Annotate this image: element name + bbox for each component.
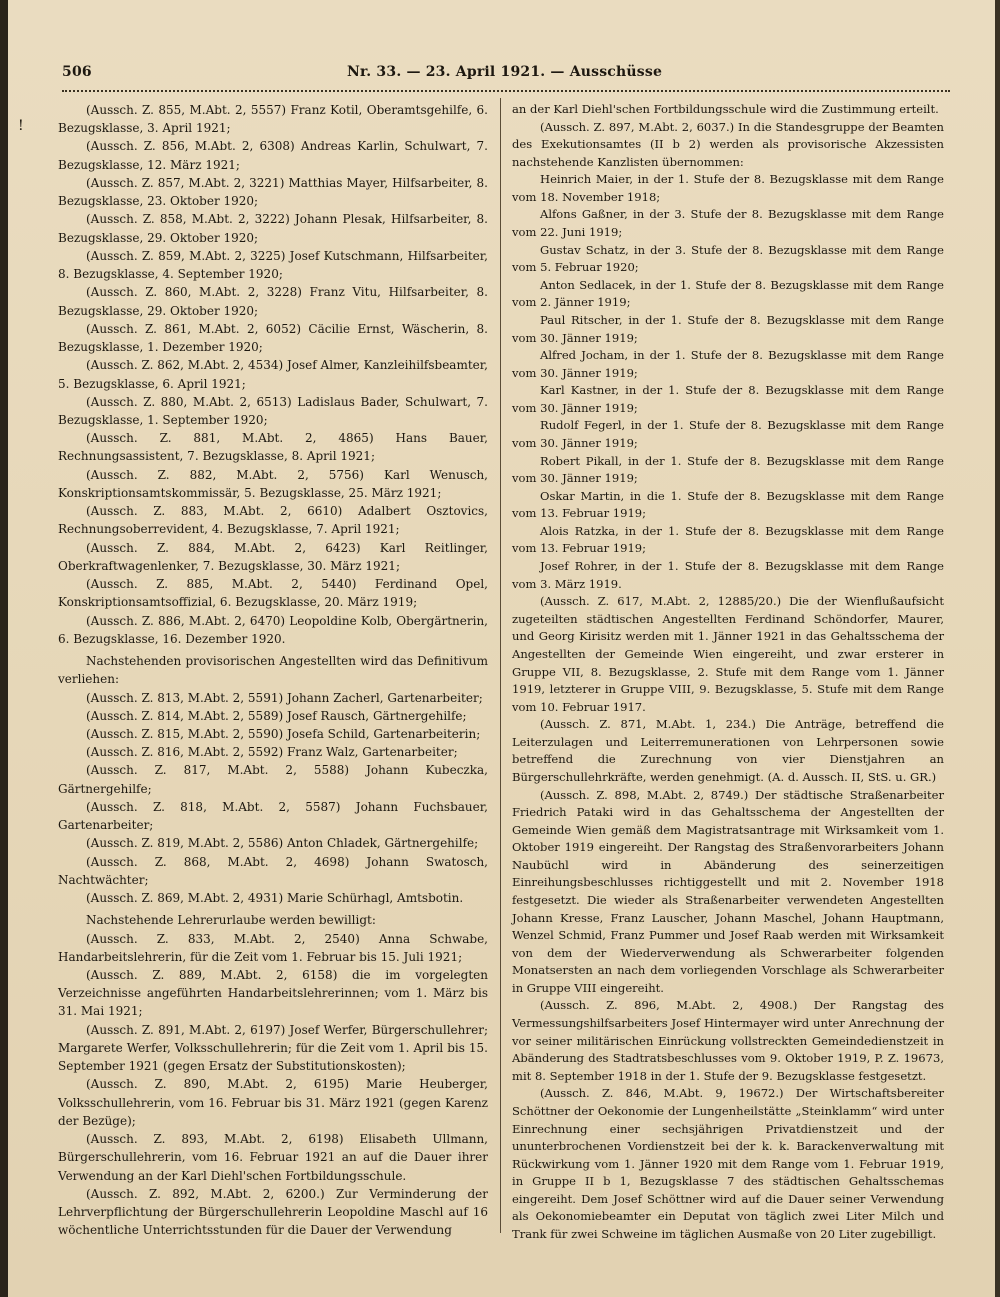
paragraph: (Aussch. Z. 617, M.Abt. 2, 12885/20.) Die der Wienflußaufsicht zugeteilten städtischen Angestellten Ferdinand Schöndorfer, Maurer, und Georg Kirisitz werden mit 1. Jänner 1921 in das Gehaltsschema der Angestellten der Gemeinde Wien eingereiht, und zwar ersterer in Gruppe VII, 8. Bezugsklasse, 2. Stufe mit dem Range vom 1. Jänner 1919, letzterer in Gruppe VIII, 9. Bezugsklasse, 5. Stufe mit dem Range vom 10. Februar 1917. [512,594,944,714]
paragraph: Robert Pikall, in der 1. Stufe der 8. Bezugsklasse mit dem Range vom 30. Jänner 1919; [512,453,944,486]
paragraph: (Aussch. Z. 891, M.Abt. 2, 6197) Josef Werfer, Bürgerschullehrer; Margarete Werfer, Volksschullehrerin; für die Zeit vom 1. April bis 15. September 1921 (gegen Ersatz der Substitutionskosten); [58,1022,488,1074]
paragraph: (Aussch. Z. 892, M.Abt. 2, 6200.) Zur Verminderung der Lehrverpflichtung der Bürgerschullehrerin Leopoldine Maschl auf 16 wöchentliche Unterrichtsstunden für die Dauer der Verwendung [58,1186,488,1238]
paragraph: Paul Ritscher, in der 1. Stufe der 8. Bezugsklasse mit dem Range vom 30. Jänner 1919; [512,312,944,345]
paragraph: (Aussch. Z. 868, M.Abt. 2, 4698) Johann Swatosch, Nachtwächter; [58,854,488,887]
paragraph: (Aussch. Z. 893, M.Abt. 2, 6198) Elisabeth Ullmann, Bürgerschullehrerin, vom 16. Februar 1921 an auf die Dauer ihrer Verwendung an der Karl Diehl'schen Fortbildungsschule. [58,1132,488,1183]
paragraph: (Aussch. Z. 857, M.Abt. 2, 3221) Matthias Mayer, Hilfsarbeiter, 8. Bezugsklasse, 23. Oktober 1920; [58,175,488,209]
margin-mark: ! [18,118,24,134]
page-edge-left [0,0,8,1297]
paragraph: (Aussch. Z. 813, M.Abt. 2, 5591) Johann Zacherl, Gartenarbeiter; [86,690,483,705]
paragraph: (Aussch. Z. 884, M.Abt. 2, 6423) Karl Reitlinger, Oberkraftwagenlenker, 7. Bezugsklasse, 30. März 1921; [58,540,488,573]
paragraph: (Aussch. Z. 817, M.Abt. 2, 5588) Johann Kubeczka, Gärtnergehilfe; [58,763,488,796]
paragraph: (Aussch. Z. 885, M.Abt. 2, 5440) Ferdinand Opel, Konskriptionsamtsoffizial, 6. Bezugsklasse, 20. März 1919; [58,577,488,610]
paragraph: (Aussch. Z. 890, M.Abt. 2, 6195) Marie Heuberger, Volksschullehrerin, vom 16. Februar bis 31. März 1921 (gegen Karenz der Bezüge); [58,1077,488,1128]
paragraph: an der Karl Diehl'schen Fortbildungsschule wird die Zustimmung erteilt. [512,102,939,116]
page-number: 506 [62,64,92,80]
running-title: Nr. 33. — 23. April 1921. — Ausschüsse [347,64,663,80]
column-divider [500,98,501,1233]
paragraph: (Aussch. Z. 896, M.Abt. 2, 4908.) Der Rangstag des Vermessungshilfsarbeiters Josef Hintermayer wird unter Anrechnung der vor seiner militärischen Einrückung vollstreckten Gemeindedienstzeit in Abänderung des Stadtratsbeschlusses vom 9. Oktober 1919, P. Z. 19673, mit 8. September 1918 in der 1. Stufe der 9. Bezugsklasse festgesetzt. [512,998,944,1083]
paragraph: Alois Ratzka, in der 1. Stufe der 8. Bezugsklasse mit dem Range vom 13. Februar 1919; [512,523,944,556]
paragraph: (Aussch. Z. 855, M.Abt. 2, 5557) Franz Kotil, Oberamtsgehilfe, 6. Bezugsklasse, 3. April 1921; [58,103,488,136]
header-rule [62,90,950,92]
paragraph: (Aussch. Z. 814, M.Abt. 2, 5589) Josef Rausch, Gärtnergehilfe; [86,708,467,723]
paragraph: Gustav Schatz, in der 3. Stufe der 8. Bezugsklasse mit dem Range vom 5. Februar 1920; [512,242,944,275]
paragraph: (Aussch. Z. 871, M.Abt. 1, 234.) Die Anträge, betreffend die Leiterzulagen und Leiterremunerationen von Lehrpersonen sowie betreffend die Zurechnung von vier Dienstjahren an Bürgerschullehrkräfte, werden genehmigt. (A. d. Aussch. II, StS. u. GR.) [512,717,944,784]
paragraph: Karl Kastner, in der 1. Stufe der 8. Bezugsklasse mit dem Range vom 30. Jänner 1919; [512,383,944,415]
paragraph: (Aussch. Z. 833, M.Abt. 2, 2540) Anna Schwabe, Handarbeitslehrerin, für die Zeit vom 1. Februar bis 15. Juli 1921; [58,931,488,964]
paragraph: (Aussch. Z. 862, M.Abt. 2, 4534) Josef Almer, Kanzleihilfsbeamter, 5. Bezugsklasse, 6. April 1921; [58,358,488,391]
paragraph: Anton Sedlacek, in der 1. Stufe der 8. Bezugsklasse mit dem Range vom 2. Jänner 1919; [512,277,944,310]
paragraph: (Aussch. Z. 816, M.Abt. 2, 5592) Franz Walz, Gartenarbeiter; [86,745,458,760]
left-column [58,101,488,1240]
paragraph: (Aussch. Z. 898, M.Abt. 2, 8749.) Der städtische Straßenarbeiter Friedrich Pataki wird in das Gehaltsschema der Angestellten der Gemeinde Wien gemäß dem Magistratsantrage mit Wirksamkeit vom 1. Oktober 1919 eingereiht. Der Rangstag des Straßenvorarbeiters Johann Naubüchl wird in Abänderung des seinerzeitigen Einreihungsbeschlusses richtiggestellt und mit 2. November 1918 festgesetzt. Die wieder als Straßenarbeiter verwendeten Angestellten Johann Kresse, Franz Lauscher, Johann Maschel, Johann Hauptmann, Wenzel Schmid, Franz Pummer und Josef Raab werden mit Wirksamkeit von dem der Wiederverwendung als Schwerarbeiter folgenden Monatsersten an nach dem vorliegenden Vorschlage als Schwerarbeiter in Gruppe VIII eingereiht. [512,787,944,995]
paragraph: (Aussch. Z. 897, M.Abt. 2, 6037.) In die Standesgruppe der Beamten des Exekutionsamtes (II b 2) werden als provisorische Akzessisten nachstehende Kanzlisten übernommen: [512,119,944,169]
paragraph: (Aussch. Z. 860, M.Abt. 2, 3228) Franz Vitu, Hilfsarbeiter, 8. Bezugsklasse, 29. Oktober 1920; [58,285,488,318]
paragraph: (Aussch. Z. 886, M.Abt. 2, 6470) Leopoldine Kolb, Obergärtnerin, 6. Bezugsklasse, 16. Dezember 1920. [58,613,488,646]
paragraph: (Aussch. Z. 856, M.Abt. 2, 6308) Andreas Karlin, Schulwart, 7. Bezugsklasse, 12. März 1921; [58,139,488,172]
paragraph: Alfred Jocham, in der 1. Stufe der 8. Bezugsklasse mit dem Range vom 30. Jänner 1919; [512,348,944,380]
paragraph: (Aussch. Z. 889, M.Abt. 2, 6158) die im vorgelegten Verzeichnisse angeführten Handarbeitslehrerinnen; vom 1. März bis 31. Mai 1921; [58,968,488,1019]
paragraph: Nachstehenden provisorischen Angestellten wird das Definitivum verliehen: [58,654,488,687]
paragraph: (Aussch. Z. 883, M.Abt. 2, 6610) Adalbert Osztovics, Rechnungsoberrevident, 4. Bezugsklasse, 7. April 1921; [58,504,488,537]
paragraph: Oskar Martin, in die 1. Stufe der 8. Bezugsklasse mit dem Range vom 13. Februar 1919; [512,488,944,521]
paragraph: (Aussch. Z. 858, M.Abt. 2, 3222) Johann Plesak, Hilfsarbeiter, 8. Bezugsklasse, 29. Oktober 1920; [58,212,488,245]
paragraph: (Aussch. Z. 881, M.Abt. 2, 4865) Hans Bauer, Rechnungsassistent, 7. Bezugsklasse, 8. April 1921; [58,431,488,464]
paragraph: (Aussch. Z. 815, M.Abt. 2, 5590) Josefa Schild, Gartenarbeiterin; [86,726,481,741]
paragraph: (Aussch. Z. 859, M.Abt. 2, 3225) Josef Kutschmann, Hilfsarbeiter, 8. Bezugsklasse, 4. September 1920; [58,248,488,282]
paragraph: (Aussch. Z. 819, M.Abt. 2, 5586) Anton Chladek, Gärtnergehilfe; [86,836,479,851]
paragraph: Rudolf Fegerl, in der 1. Stufe der 8. Bezugsklasse mit dem Range vom 30. Jänner 1919; [512,418,944,450]
paragraph: Josef Rohrer, in der 1. Stufe der 8. Bezugsklasse mit dem Range vom 3. März 1919. [512,559,944,591]
paragraph: (Aussch. Z. 861, M.Abt. 2, 6052) Cäcilie Ernst, Wäscherin, 8. Bezugsklasse, 1. Dezember 1920; [58,321,488,355]
right-column [512,101,944,1244]
paragraph: (Aussch. Z. 846, M.Abt. 9, 19672.) Der Wirtschaftsbereiter Schöttner der Oekonomie der Lungenheilstätte „Steinklamm“ wird unter Einrechnung einer sechsjährigen Privatdienstzeit und der ununterbrochenen Vordienstzeit bei der k. k. Barackenverwaltung mit Rückwirkung vom 1. Jänner 1920 mit dem Range vom 1. Februar 1919, in Gruppe II b 1, Bezugsklasse 7 des städtischen Gehaltsschemas eingereiht. Dem Josef Schöttner wird auf die Dauer seiner Verwendung als Oekonomiebeamter ein Deputat von täglich zwei Liter Milch und Trank für zwei Schweine im täglichen Ausmaße von 20 Liter zugebilligt. [512,1086,944,1241]
page-header [62,64,950,86]
paragraph: Heinrich Maier, in der 1. Stufe der 8. Bezugsklasse mit dem Range vom 18. November 1918; [512,172,944,204]
paragraph: Alfons Gaßner, in der 3. Stufe der 8. Bezugsklasse mit dem Range vom 22. Juni 1919; [512,207,944,240]
paragraph: (Aussch. Z. 880, M.Abt. 2, 6513) Ladislaus Bader, Schulwart, 7. Bezugsklasse, 1. September 1920; [58,394,488,427]
paragraph: (Aussch. Z. 882, M.Abt. 2, 5756) Karl Wenusch, Konskriptionsamtskommissär, 5. Bezugsklasse, 25. März 1921; [58,467,488,500]
paragraph: (Aussch. Z. 818, M.Abt. 2, 5587) Johann Fuchsbauer, Gartenarbeiter; [58,799,488,833]
page-edge-right [995,0,1000,1297]
paragraph: (Aussch. Z. 869, M.Abt. 2, 4931) Marie Schürhagl, Amtsbotin. [86,891,464,906]
paragraph: Nachstehende Lehrerurlaube werden bewilligt: [86,913,376,928]
